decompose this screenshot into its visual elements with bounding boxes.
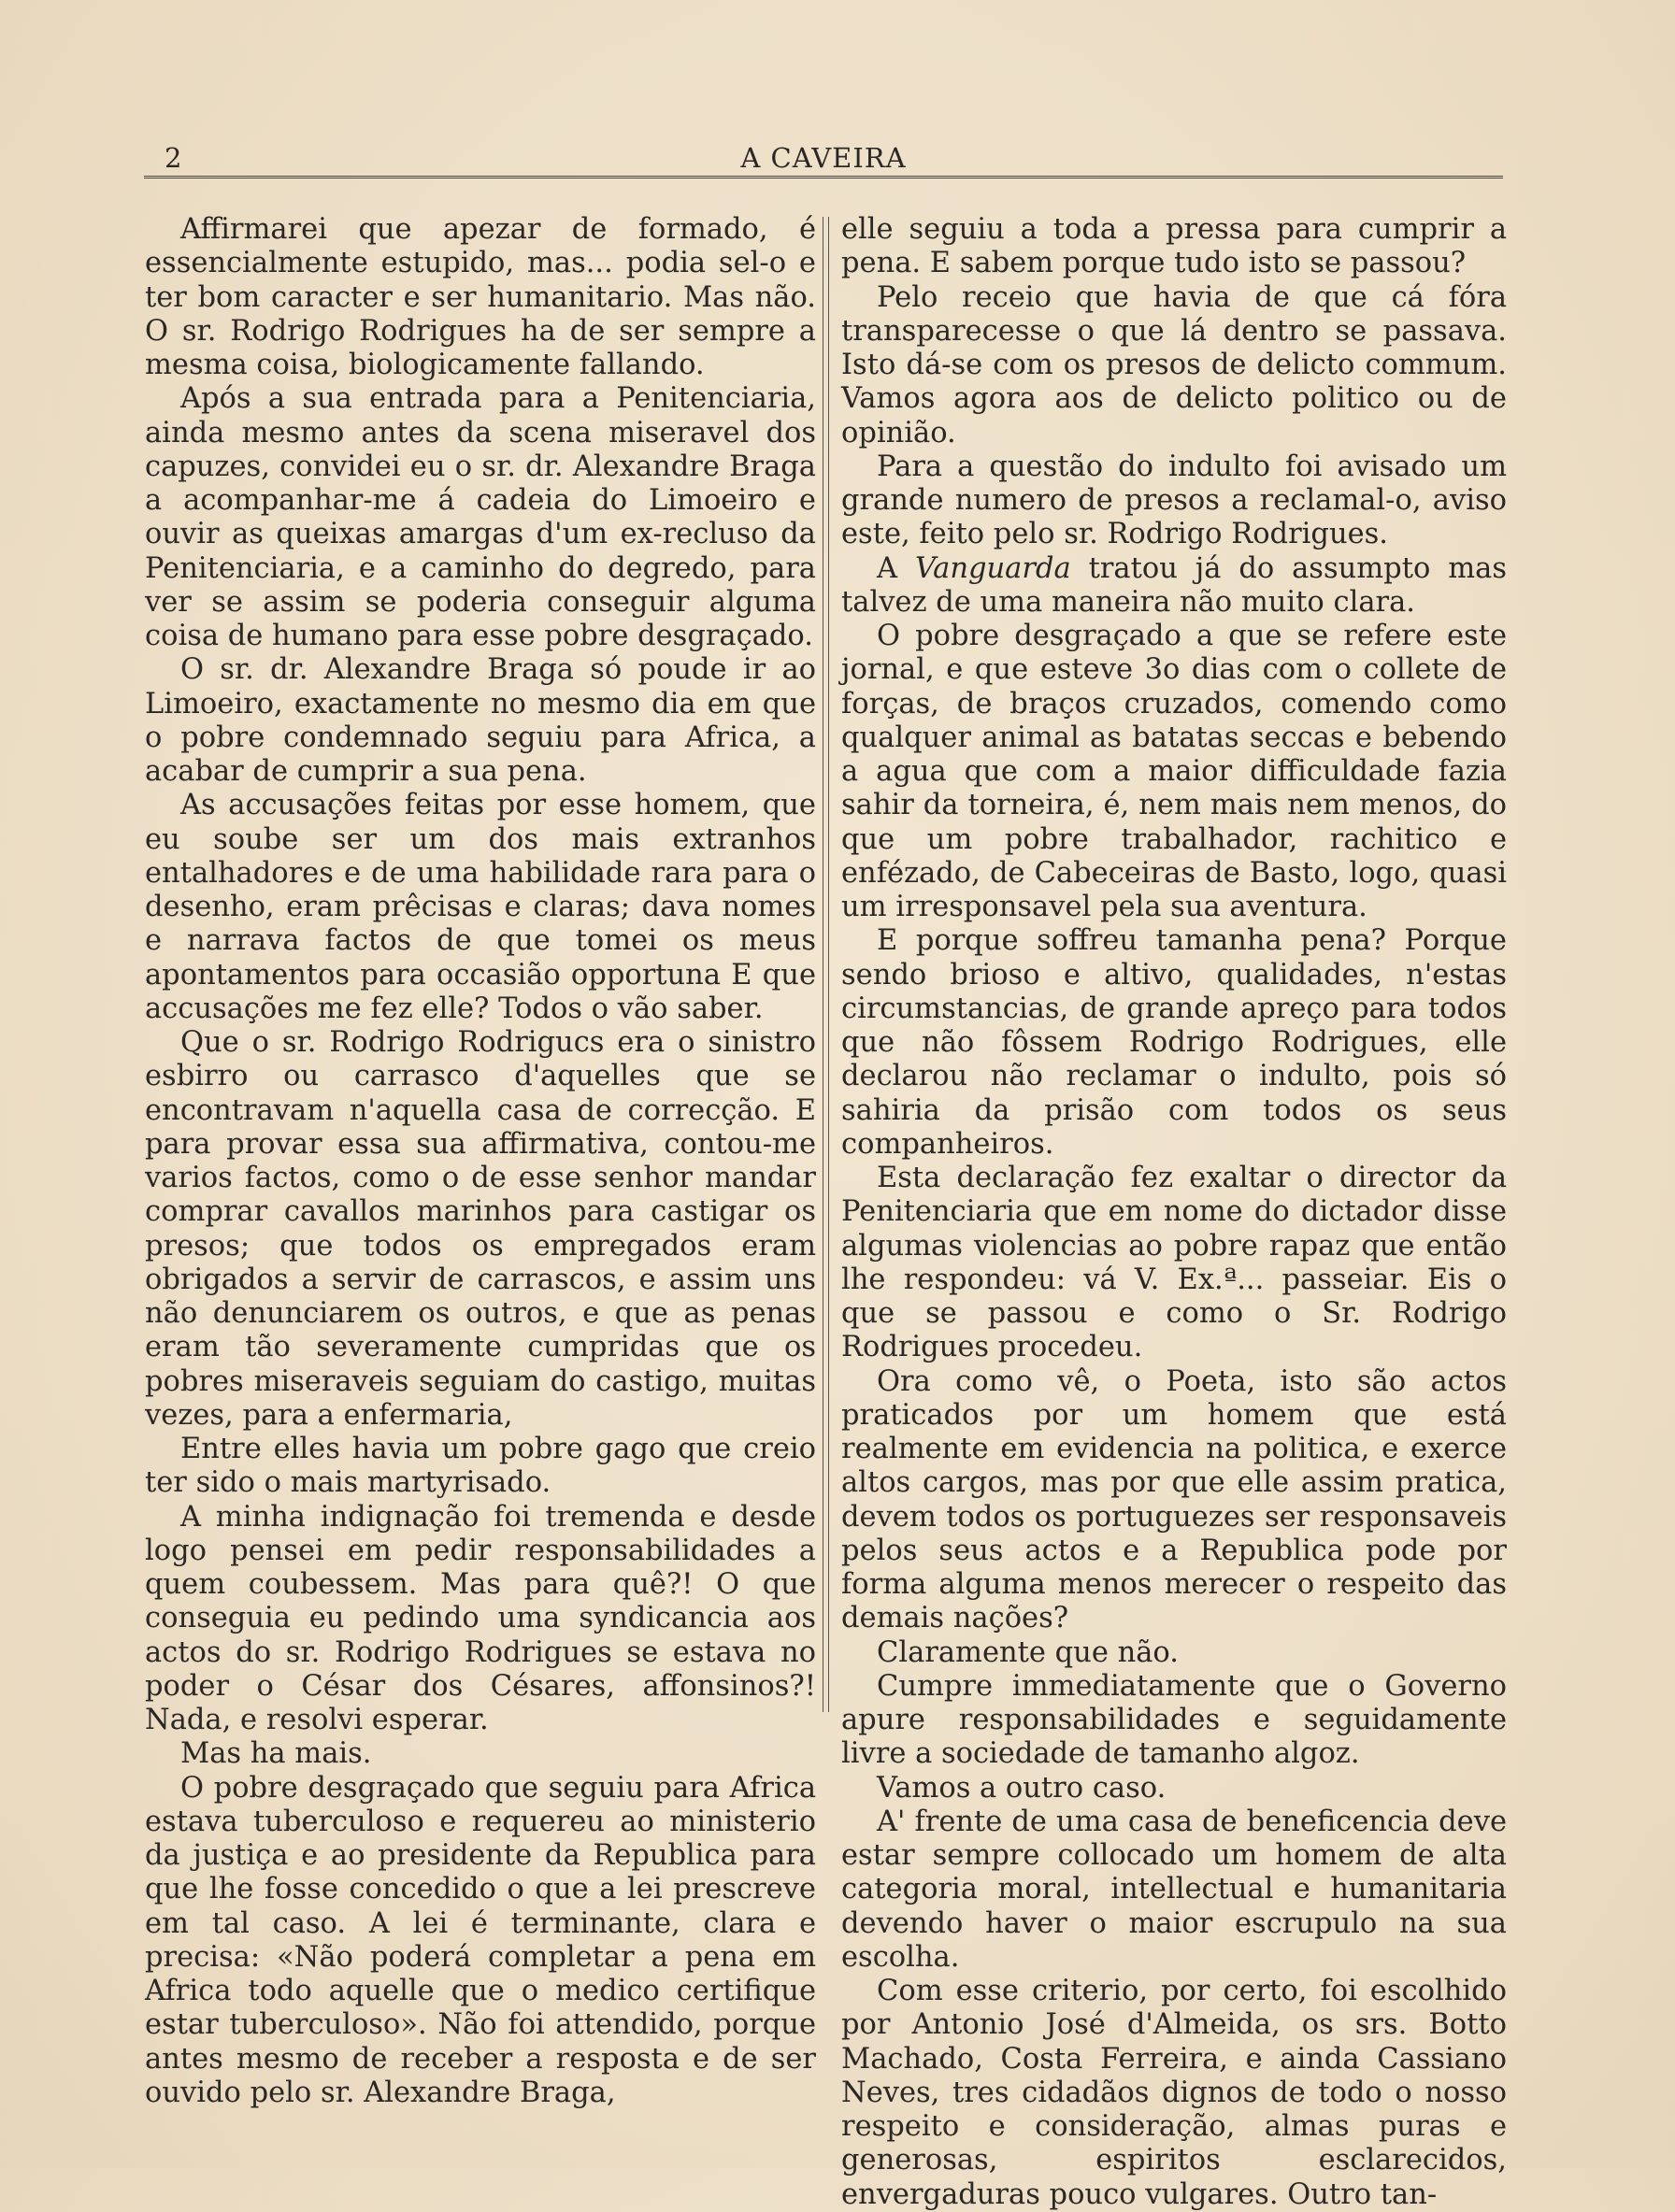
paragraph: Após a sua entrada para a Penitenciaria, ainda mesmo antes da scena miseravel dos capuzes, convidei eu o sr. dr. Alexandre Braga a acompanhar-me á cadeia do Limoeiro e ouvir as queixas amargas d'um ex-recluso da Penitenciaria, e a caminho do degredo, para ver se assim se poderia conseguir alguma coisa de humano para esse pobre desgraçado. xyxy=(145,382,816,652)
paragraph: elle seguiu a toda a pressa para cumprir a pena. E sabem porque tudo isto se passou? xyxy=(841,213,1507,280)
paragraph: A' frente de uma casa de beneficencia deve estar sempre collocado um homem de alta categoria moral, intellectual e humanitaria devendo haver o maior escrupulo na sua escolha. xyxy=(841,1805,1507,1974)
page-number: 2 xyxy=(165,142,182,174)
paragraph: Pelo receio que havia de que cá fóra transparecesse o que lá dentro se passava. Isto dá-se com os presos de delicto commum. Vamos agora aos de delicto politico ou de opinião. xyxy=(841,280,1507,450)
masthead-title: A CAVEIRA xyxy=(740,142,907,174)
paragraph: Affirmarei que apezar de formado, é essencialmente estupido, mas... podia sel-o e ter bom caracter e ser humanitario. Mas não. O sr. Rodrigo Rodrigues ha de ser sempre a mesma coisa, biologicamente fallando. xyxy=(145,213,816,381)
right-column xyxy=(841,213,1507,2212)
paragraph: O pobre desgraçado a que se refere este jornal, e que esteve 3o dias com o collete de forças, de braços cruzados, comendo como qualquer animal as batatas seccas e bebendo a agua que com a maior difficuldade fazia sahir da torneira, é, nem mais nem menos, do que um pobre trabalhador, rachitico e enfézado, de Cabeceiras de Basto, logo, quasi um irresponsavel pela sua aventura. xyxy=(841,620,1507,923)
paragraph: O pobre desgraçado que seguiu para Africa estava tuberculoso e requereu ao ministerio da justiça e ao presidente da Republica para que lhe fosse concedido o que a lei prescreve em tal caso. A lei é terminante, clara e precisa: «Não poderá completar a pena em Africa todo aquelle que o medico certifique estar tuberculoso». Não foi attendido, porque antes mesmo de receber a resposta e de ser ouvido pelo sr. Alexandre Braga, xyxy=(145,1771,816,2109)
paragraph: A Vanguarda tratou já do assumpto mas talvez de uma maneira não muito clara. xyxy=(841,551,1507,619)
left-column xyxy=(145,213,816,2110)
paragraph: E porque soffreu tamanha pena? Porque sendo brioso e altivo, qualidades, n'estas circumstancias, de grande apreço para todos que não fôssem Rodrigo Rodrigues, elle declarou não reclamar o indulto, pois só sahiria da prisão com todos os seus companheiros. xyxy=(841,924,1507,1161)
paragraph: O sr. dr. Alexandre Braga só poude ir ao Limoeiro, exactamente no mesmo dia em que o pobre condemnado seguiu para Africa, a acabar de cumprir a sua pena. xyxy=(145,653,816,788)
column-divider xyxy=(823,217,829,1712)
paragraph: As accusações feitas por esse homem, que eu soube ser um dos mais extranhos entalhadores e de uma habilidade rara para o desenho, eram prêcisas e claras; dava nomes e narrava factos de que tomei os meus apontamentos para occasião opportuna E que accusações me fez elle? Todos o vão saber. xyxy=(145,789,816,1025)
paragraph: Para a questão do indulto foi avisado um grande numero de presos a reclamal-o, aviso este, feito pelo sr. Rodrigo Rodrigues. xyxy=(841,450,1507,551)
paragraph: Cumpre immediatamente que o Governo apure responsabilidades e seguidamente livre a sociedade de tamanho algoz. xyxy=(841,1669,1507,1771)
paragraph: Entre elles havia um pobre gago que creio ter sido o mais martyrisado. xyxy=(145,1433,816,1500)
newspaper-name: Vanguarda xyxy=(914,551,1071,585)
paragraph: Que o sr. Rodrigo Rodrigucs era o sinistro esbirro ou carrasco d'aquelles que se encontravam n'aquella casa de correcção. E para provar essa sua affirmativa, contou-me varios factos, como o de esse senhor mandar comprar cavallos marinhos para castigar os presos; que todos os empregados eram obrigados a servir de carrascos, e assim uns não denunciarem os outros, e que as penas eram tão severamente cumpridas que os pobres miseraveis seguiam do castigo, muitas vezes, para a enfermaria, xyxy=(145,1026,816,1432)
paragraph: A minha indignação foi tremenda e desde logo pensei em pedir responsabilidades a quem coubessem. Mas para quê?! O que conseguia eu pedindo uma syndicancia aos actos do sr. Rodrigo Rodrigues se estava no poder o César dos Césares, affonsinos?! Nada, e resolvi esperar. xyxy=(145,1500,816,1736)
paragraph: Claramente que não. xyxy=(877,1635,1179,1669)
paragraph: Esta declaração fez exaltar o director da Penitenciaria que em nome do dictador disse algumas violencias ao pobre rapaz que então lhe respondeu: vá V. Ex.ª... passeiar. Eis o que se passou e como o Sr. Rodrigo Rodrigues procedeu. xyxy=(841,1162,1507,1364)
paragraph: Ora como vê, o Poeta, isto são actos praticados por um homem que está realmente em evidencia na politica, e exerce altos cargos, mas por que elle assim pratica, devem todos os portuguezes ser responsaveis pelos seus actos e a Republica pode por forma alguma menos merecer o respeito das demais nações? xyxy=(841,1364,1507,1635)
paragraph: Vamos a outro caso. xyxy=(877,1771,1167,1805)
paragraph: Com esse criterio, por certo, foi escolhido por Antonio José d'Almeida, os srs. Botto Machado, Costa Ferreira, e ainda Cassiano Neves, tres cidadãos dignos de todo o nosso respeito e consideração, almas puras e generosas, espiritos esclarecidos, envergaduras pouco vulgares. Outro tan- xyxy=(841,1975,1507,2211)
page-header xyxy=(144,138,1503,178)
paragraph: Mas ha mais. xyxy=(180,1737,372,1771)
